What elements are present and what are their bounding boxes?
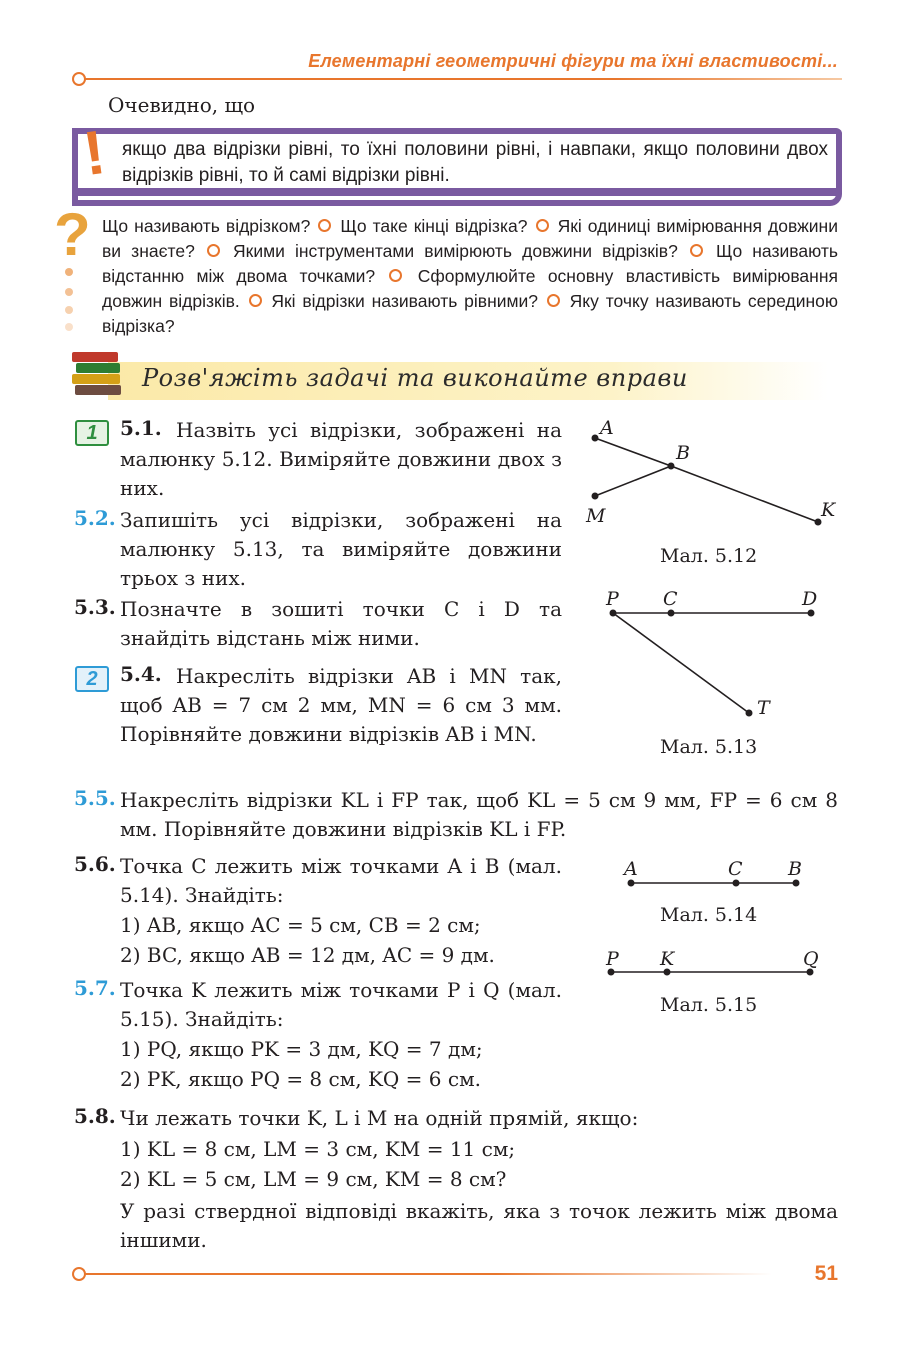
problem-number: 5.1. [120,416,162,440]
problem-subitem: 1) KL = 8 см, LM = 3 см, KM = 11 см; [120,1137,516,1161]
point-p [610,610,617,617]
label-t: T [757,697,770,719]
question-item: Сформулюйте основну властивість вимірювання довжин відрізків. [102,266,838,311]
point-a [592,435,599,442]
question-item: Що таке кінці відрізка? [340,216,528,236]
note-box-bottom-bar [72,188,842,196]
problem-number: 5.4. [120,662,162,686]
point-c [668,610,675,617]
note-text: якщо два відрізки рівні, то їхні половини рівні, і навпаки, якщо половини двох відрізків рівні, то й самі відрізки рівні. [122,139,828,186]
label-q: Q [803,948,819,970]
ring-bullet-icon [318,219,331,232]
problem-number: 5.7. [74,976,116,1000]
figure-5-15 [598,946,828,986]
review-questions [102,214,838,339]
problem-text: Назвіть усі відрізки, зображені на малюнку 5.12. Виміряйте довжини двох з них. [120,418,562,500]
figure-caption: Мал. 5.12 [660,545,758,567]
level-1-badge: 1 [75,420,109,446]
problem-text: Запишіть усі відрізки, зображені на малюнку 5.13, та виміряйте довжини трьох з них. [120,508,562,590]
segment-mb [595,466,671,496]
point-b [793,880,800,887]
ring-bullet-icon [389,269,402,282]
running-header: Елементарні геометричні фігури та їхні властивості... [308,51,838,71]
header-rule [82,78,842,80]
intro-text: Очевидно, що [108,93,256,117]
label-b: B [788,858,802,880]
problem-number: 5.5. [74,786,116,810]
exercises-banner-title: Розв'яжіть задачі та виконайте вправи [142,364,688,392]
ring-bullet-icon [207,244,220,257]
label-a: A [624,858,638,880]
point-a [628,880,635,887]
problem-text: Накресліть відрізки AB і MN так, щоб AB = 7 см 2 мм, MN = 6 см 3 мм. Порівняйте довжини відрізків AB і MN. [120,664,562,746]
question-item: Що називають відрізком? [102,216,311,236]
figure-5-13 [598,586,838,726]
problem-text: Позначте в зошиті точки C і D та знайдіть відстань між ними. [120,597,562,650]
label-p: P [606,948,619,970]
ring-bullet-icon [547,294,560,307]
problem-subitem: 1) PQ, якщо PK = 3 дм, KQ = 7 дм; [120,1037,483,1061]
label-a: A [600,417,614,439]
segment-bk [671,466,818,522]
page-number: 51 [814,1262,838,1285]
problem-number: 5.3. [74,595,116,619]
question-item: Якими інструментами вимірюють довжини відрізків? [233,241,678,261]
figure-caption: Мал. 5.13 [660,736,758,758]
question-item: Які відрізки називають рівними? [271,291,539,311]
problem-subitem: 2) KL = 5 см, LM = 9 см, KM = 8 см? [120,1167,507,1191]
label-k: K [821,499,836,521]
label-m: M [586,505,606,527]
label-d: D [802,588,818,610]
problem-number: 5.2. [74,506,116,530]
figure-5-12 [580,414,850,544]
question-mark-icon: ? [54,201,91,268]
problem-text: Точка K лежить між точками P і Q (мал. 5.15). Знайдіть: [120,978,562,1031]
problem-number: 5.6. [74,852,116,876]
problem-subitem: 1) AB, якщо AC = 5 см, CB = 2 см; [120,913,481,937]
point-b [668,463,675,470]
figure-caption: Мал. 5.15 [660,994,758,1016]
level-2-badge: 2 [75,666,109,692]
problem-text: Чи лежать точки K, L і M на одній прямій, якщо: [120,1106,639,1130]
header-rule-dot [72,72,86,86]
footer-rule [82,1273,772,1275]
problem-subitem: 2) BC, якщо AB = 12 дм, AC = 9 дм. [120,943,495,967]
segment-pt [613,613,749,713]
figure-5-14 [618,856,818,896]
ring-bullet-icon [249,294,262,307]
question-item: Яку точку називають серединою відрізка? [102,291,838,336]
label-b: B [676,442,690,464]
segment-ab [595,438,671,466]
problem-text: Накресліть відрізки KL і FP так, щоб KL = 5 см 9 мм, FP = 6 см 8 мм. Порівняйте довжини відрізків KL і FP. [120,788,838,841]
label-p: P [606,588,619,610]
question-item: Які одиниці вимірювання довжини ви знаєте? [102,216,838,261]
problem-number: 5.8. [74,1104,116,1128]
point-t [746,710,753,717]
books-icon [72,352,124,398]
exclamation-icon: ! [79,117,110,190]
footer-rule-dot [72,1267,86,1281]
label-k: K [660,948,675,970]
problem-subitem: 2) PK, якщо PQ = 8 см, KQ = 6 см. [120,1067,481,1091]
problem-subitem: У разі ствердної відповіді вкажіть, яка з точок лежить між двома іншими. [120,1199,838,1252]
point-d [808,610,815,617]
label-c: C [728,858,743,880]
figure-caption: Мал. 5.14 [660,904,758,926]
label-c: C [663,588,678,610]
problem-text: Точка C лежить між точками A і B (мал. 5.14). Знайдіть: [120,854,562,907]
question-item: Що називають відстанню між двома точками? [102,241,838,286]
point-m [592,493,599,500]
ring-bullet-icon [690,244,703,257]
point-c [733,880,740,887]
ring-bullet-icon [536,219,549,232]
